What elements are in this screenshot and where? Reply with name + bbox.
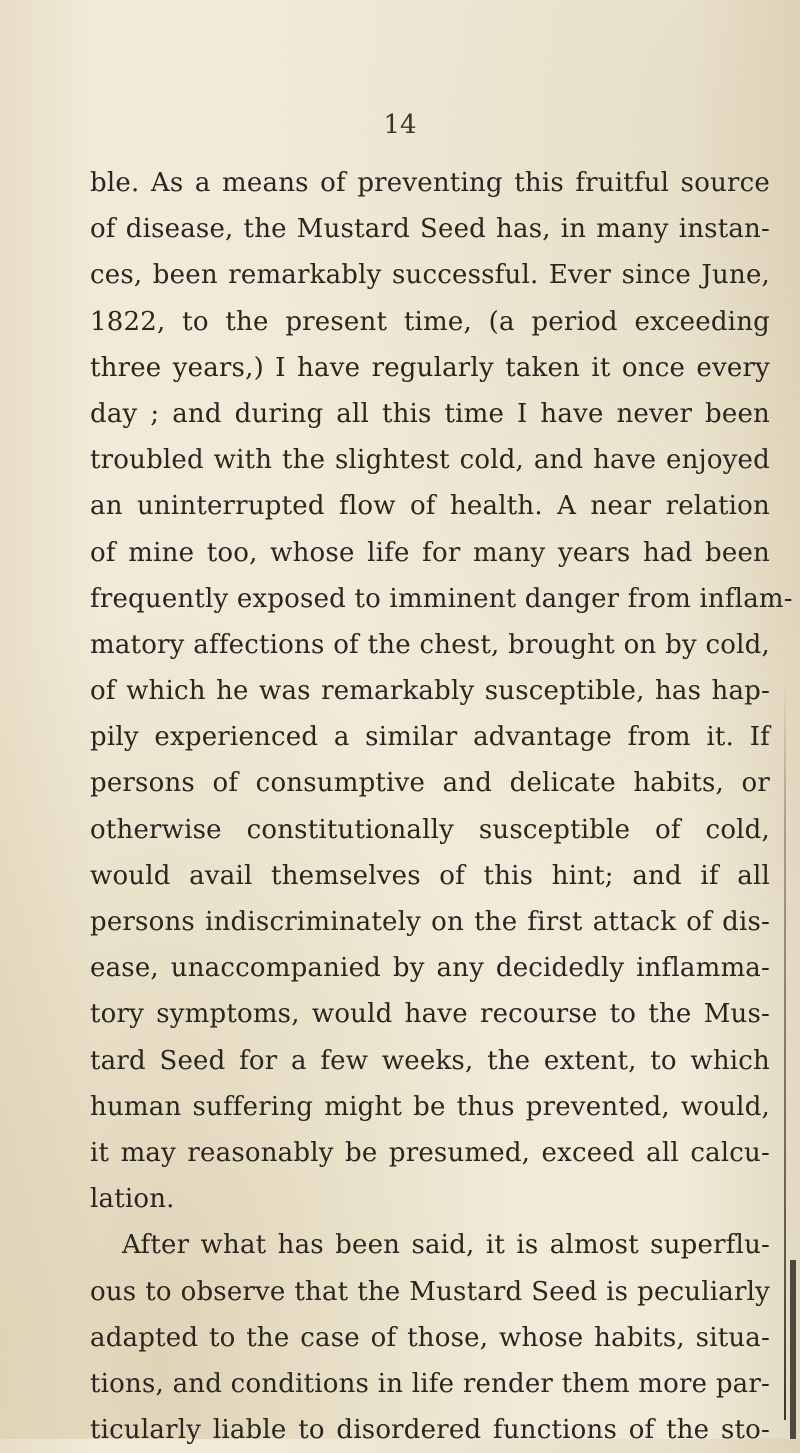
text-line: day ; and during all this time I have never been (90, 398, 770, 429)
text-line: tory symptoms, would have recourse to the Mus- (90, 999, 770, 1030)
page-edge-shadow (790, 1260, 796, 1439)
text-line: would avail themselves of this hint; and if all (90, 860, 770, 891)
text-line: an uninterrupted flow of health. A near relation (90, 491, 770, 522)
text-line: tions, and conditions in life render them more par- (90, 1368, 770, 1399)
text-line: ces, been remarkably successful. Ever since June, (90, 260, 770, 291)
page-edge-shadow (784, 680, 786, 1420)
text-line: After what has been said, it is almost superflu- (122, 1230, 770, 1261)
text-line: ble. As a means of preventing this fruitful source (90, 168, 770, 198)
text-line: tard Seed for a few weeks, the extent, to which (90, 1045, 770, 1076)
text-line: persons indiscriminately on the first attack of dis- (90, 907, 770, 937)
page-number: 14 (383, 110, 417, 140)
text-line: matory affections of the chest, brought on by cold, (90, 629, 770, 660)
text-line: three years,) I have regularly taken it once every (90, 352, 770, 383)
body-text (90, 160, 793, 1453)
text-line: pily experienced a similar advantage from it. If (90, 722, 770, 753)
text-line: of which he was remarkably susceptible, has hap- (90, 676, 770, 707)
text-line: frequently exposed to imminent danger from inflam- (90, 583, 793, 614)
text-line: human suffering might be thus prevented, would, (90, 1091, 770, 1122)
text-line: otherwise constitutionally susceptible of cold, (90, 814, 770, 845)
text-line: 1822, to the present time, (a period exceeding (90, 306, 770, 337)
text-line: persons of consumptive and delicate habits, or (90, 768, 770, 799)
text-line: adapted to the case of those, whose habits, situa- (90, 1322, 770, 1353)
text-line: it may reasonably be presumed, exceed all calcu- (90, 1137, 770, 1168)
text-line: of mine too, whose life for many years had been (90, 537, 770, 568)
text-line: troubled with the slightest cold, and have enjoyed (90, 445, 770, 476)
text-line: ticularly liable to disordered functions of the sto- (90, 1415, 770, 1446)
text-line: ease, unaccompanied by any decidedly inflamma- (90, 953, 770, 984)
text-line: lation. (90, 1184, 175, 1215)
text-line: ous to observe that the Mustard Seed is peculiarly (90, 1276, 770, 1307)
text-line: of disease, the Mustard Seed has, in many instan- (90, 214, 770, 245)
